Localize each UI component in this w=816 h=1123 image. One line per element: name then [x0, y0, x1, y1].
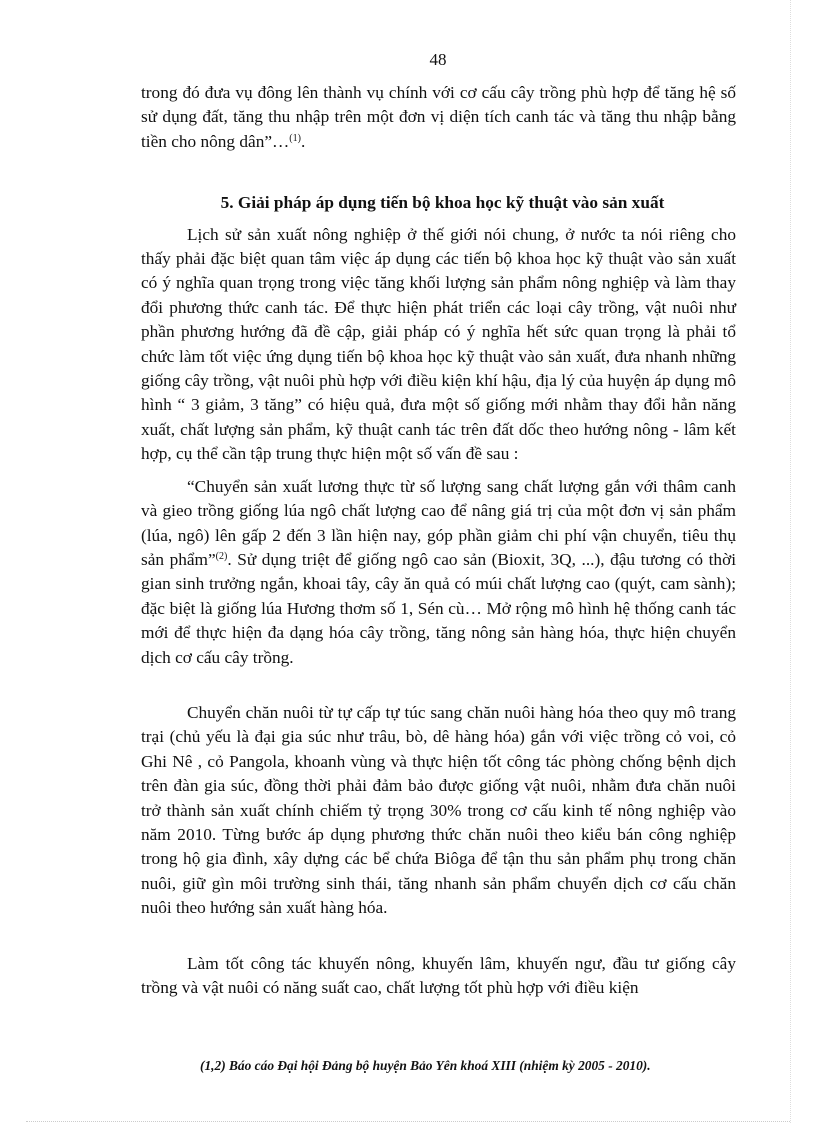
paragraph-food-production [141, 475, 736, 670]
document-body [141, 81, 736, 1000]
paragraph-livestock: Chuyển chăn nuôi từ tự cấp tự túc sang chăn nuôi hàng hóa theo quy mô trang trại (chủ yếu là đại gia súc như trâu, bò, dê hàng hóa) gắn với việc trồng cỏ voi, cỏ Ghi Nê , cỏ Pangola, khoanh vùng và thực hiện tốt công tác phòng chống bệnh dịch trên đàn gia súc, đồng thời phải đảm bảo được giống vật nuôi, nhằm đưa chăn nuôi trở thành sản xuất chính chiếm tỷ trọng 30% trong cơ cấu kinh tế nông nghiệp vào năm 2010. Từng bước áp dụng phương thức chăn nuôi theo kiểu bán công nghiệp trong hộ gia đình, xây dựng các bể chứa Biôga để tận thu sản phẩm phụ trong chăn nuôi, giữ gìn môi trường sinh thái, tăng nhanh sản phẩm chuyển dịch cơ cấu chăn nuôi theo hướng sản xuất hàng hóa. [141, 702, 736, 918]
paragraph-extension: Làm tốt công tác khuyến nông, khuyến lâm, khuyến ngư, đầu tư giống cây trồng và vật nuôi có năng suất cao, chất lượng tốt phù hợp với điều kiện [141, 953, 736, 997]
continuation-text: trong đó đưa vụ đông lên thành vụ chính với cơ cấu cây trồng phù hợp để tăng hệ số sử dụng đất, tăng thu nhập trên một đơn vị diện tích canh tác và tăng thu nhập bằng tiền cho nông dân”… [141, 83, 736, 151]
footnote-ref-1: (1) [289, 132, 301, 144]
continuation-paragraph [141, 81, 736, 154]
footnote: (1,2) Báo cáo Đại hội Đảng bộ huyện Bảo Yên khoá XIII (nhiệm kỳ 2005 - 2010). [200, 1058, 651, 1073]
page-bottom-border [26, 1121, 790, 1122]
paragraph-continuation: . Sử dụng triệt để giống ngô cao sản (Bioxit, 3Q, ...), đậu tương có thời gian sinh trưởng ngắn, khoai tây, cây ăn quả có múi chất lượng cao (quýt, cam sành); đặc biệt là giống lúa Hương thơm số 1, Sén cù… Mở rộng mô hình hệ thống canh tác mới để thực hiện đa dạng hóa cây trồng, tăng nông sản hàng hóa, thực hiện chuyển dịch cơ cấu cây trồng. [141, 549, 737, 667]
page-number: 48 [429, 50, 447, 69]
paragraph-tech-application: Lịch sử sản xuất nông nghiệp ở thế giới nói chung, ở nước ta nói riêng cho thấy phải đặc biệt quan tâm việc áp dụng các tiến bộ khoa học kỹ thuật vào sản xuất có ý nghĩa quan trọng trong việc tăng khối lượng sản phẩm nông nghiệp và làm thay đổi phương thức canh tác. Để thực hiện phát triển các loại cây trồng, vật nuôi như phần phương hướng đã đề cập, giải pháp có ý nghĩa hết sức quan trọng là phải tổ chức làm tốt việc ứng dụng tiến bộ khoa học kỹ thuật vào sản xuất, đưa nhanh những giống cây trồng, vật nuôi phù hợp với điều kiện khí hậu, địa lý của huyện áp dụng mô hình “ 3 giảm, 3 tăng” có hiệu quả, đưa một số giống mới nhằm thay đổi hẳn năng xuất, chất lượng sản phẩm, kỹ thuật canh tác trên đất dốc theo hướng nông - lâm kết hợp, cụ thể cần tập trung thực hiện một số vấn đề sau : [141, 224, 736, 464]
page-right-border [790, 0, 791, 1123]
continuation-end: . [300, 131, 306, 151]
quoted-text: “Chuyển sản xuất lương thực từ số lượng sang chất lượng gắn với thâm canh và gieo trồng giống lúa ngô chất lượng cao để nâng giá trị của một đơn vị sản phẩm (lúa, ngô) lên gấp 2 đến 3 lần hiện nay, góp phần giảm chi phí vận chuyển, tiêu thụ sản phẩm” [141, 476, 736, 569]
footnote-ref-2: (2) [215, 550, 228, 562]
section-heading: 5. Giải pháp áp dụng tiến bộ khoa học kỹ thuật vào sản xuất [220, 193, 665, 213]
